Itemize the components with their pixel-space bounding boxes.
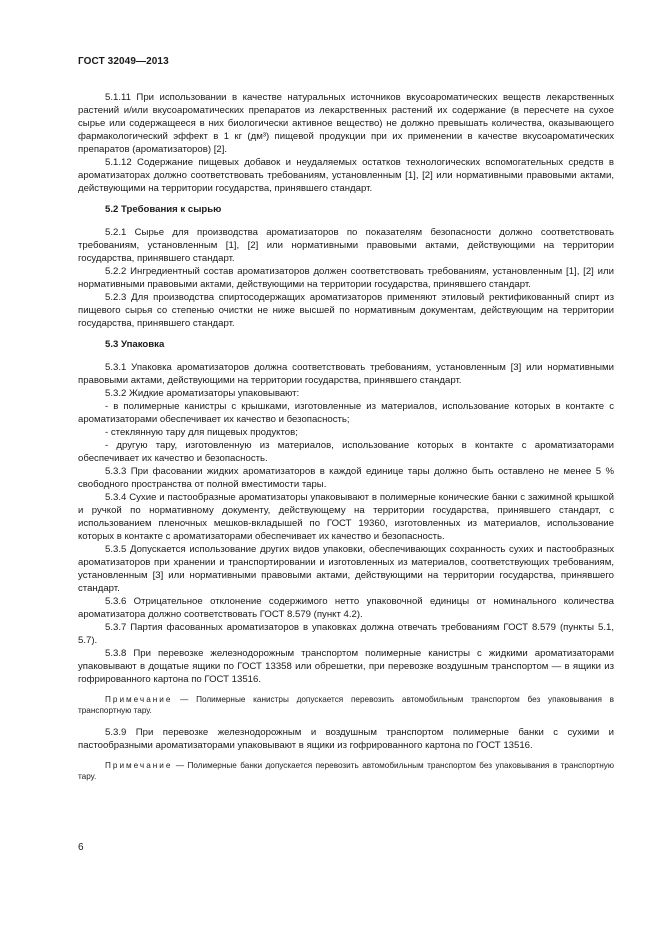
- note-text: — Полимерные канистры допускается перевозить автомобильным транспортом без упаковывания в транспортную тару.: [78, 695, 614, 715]
- paragraph-5-3-3: 5.3.3 При фасовании жидких ароматизаторов в каждой единице тары должно быть оставлено не менее 5 % свободного пространства от полной вместимости тары.: [78, 466, 614, 490]
- note-1: [78, 694, 614, 716]
- document-page: [78, 56, 614, 792]
- paragraph-5-1-11: 5.1.11 При использовании в качестве натуральных источников вкусоароматических веществ лекарственных растений и/или вкусоароматических препаратов из лекарственных растений их содержание (в пересчете на сухое сырье или содержащееся в них биологически активное вещество) не должно превышать количества, оказывающего фармакологический эффект в 1 кг (дм³) пищевой продукции при их применении в качестве вкусоароматических препаратов (ароматизаторов) [2].: [78, 92, 614, 155]
- paragraph-5-3-5: 5.3.5 Допускается использование других видов упаковки, обеспечивающих сохранность сухих и пастообразных ароматизаторов при хранении и транспортировании и изготовленных из материалов, соответствующих требованиям, установленным [3] или нормативными правовыми актами, действующими на территории государства, принявшего стандарт.: [78, 544, 614, 594]
- paragraph-5-2-2: 5.2.2 Ингредиентный состав ароматизаторов должен соответствовать требованиям, установленным [1], [2] или нормативными правовыми актами, действующими на территории государства, принявшего стандарт.: [78, 266, 614, 290]
- note-2: [78, 760, 614, 782]
- paragraph-5-3-4: 5.3.4 Сухие и пастообразные ароматизаторы упаковывают в полимерные конические банки с зажимной крышкой и ручкой по нормативному документу, действующему на территории государства, принявшего стандарт, с использованием пленочных мешков-вкладышей по ГОСТ 19360, изготовленных из материалов, использование которых в контакте с ароматизаторами обеспечивает их качество и безопасность.: [78, 492, 614, 542]
- list-item: - другую тару, изготовленную из материалов, использование которых в контакте с ароматизаторами обеспечивает их качество и безопасность.: [78, 440, 614, 464]
- paragraph-5-3-7: 5.3.7 Партия фасованных ароматизаторов в упаковках должна отвечать требованиям ГОСТ 8.579 (пункты 5.1, 5.7).: [78, 622, 614, 646]
- note-label: Примечание: [105, 761, 173, 770]
- paragraph-5-2-3: 5.2.3 Для производства спиртосодержащих ароматизаторов применяют этиловый ректификованный спирт из пищевого сырья со степенью очистки не ниже высшей по нормативным документам, действующим на территории государства, принявшего стандарт.: [78, 292, 614, 329]
- list-item: - в полимерные канистры с крышками, изготовленные из материалов, использование которых в контакте с ароматизаторами обеспечивает их качество и безопасность;: [78, 401, 614, 425]
- document-header: ГОСТ 32049—2013: [78, 56, 169, 67]
- note-label: Примечание: [105, 695, 173, 704]
- paragraph-5-3-2: 5.3.2 Жидкие ароматизаторы упаковывают:: [105, 388, 300, 399]
- page-number: 6: [78, 842, 84, 853]
- section-heading-5-3: 5.3 Упаковка: [105, 339, 165, 350]
- section-heading-5-2: 5.2 Требования к сырью: [105, 204, 222, 215]
- paragraph-5-3-9: 5.3.9 При перевозке железнодорожным и воздушным транспортом полимерные банки с сухими и пастообразными ароматизаторами упаковывают в ящики из гофрированного картона по ГОСТ 13516.: [78, 727, 614, 751]
- paragraph-5-3-8: 5.3.8 При перевозке железнодорожным транспортом полимерные канистры с жидкими ароматизаторами упаковывают в дощатые ящики по ГОСТ 13358 или обрешетки, при перевозке воздушным транспортом — в ящики из гофрированного картона по ГОСТ 13516.: [78, 648, 614, 685]
- paragraph-5-2-1: 5.2.1 Сырье для производства ароматизаторов по показателям безопасности должно соответствовать требованиям, установленным [1], [2] или нормативными правовыми актами, действующими на территории государства, принявшего стандарт.: [78, 227, 614, 264]
- note-text: — Полимерные банки допускается перевозить автомобильным транспортом без упаковывания в транспортную тару.: [78, 761, 614, 781]
- paragraph-5-1-12: 5.1.12 Содержание пищевых добавок и неудаляемых остатков технологических вспомогательных средств в ароматизаторах должно соответствовать требованиям, установленным [1], [2] или нормативными правовыми актами, действующими на территории государства, принявшего стандарт.: [78, 157, 614, 194]
- list-item: - стеклянную тару для пищевых продуктов;: [105, 427, 298, 438]
- paragraph-5-3-1: 5.3.1 Упаковка ароматизаторов должна соответствовать требованиям, установленным [3] или нормативными правовыми актами, действующими на территории государства, принявшего стандарт.: [78, 362, 614, 386]
- paragraph-5-3-6: 5.3.6 Отрицательное отклонение содержимого нетто упаковочной единицы от номинального количества ароматизатора должно соответствовать ГОСТ 8.579 (пункт 4.2).: [78, 596, 614, 620]
